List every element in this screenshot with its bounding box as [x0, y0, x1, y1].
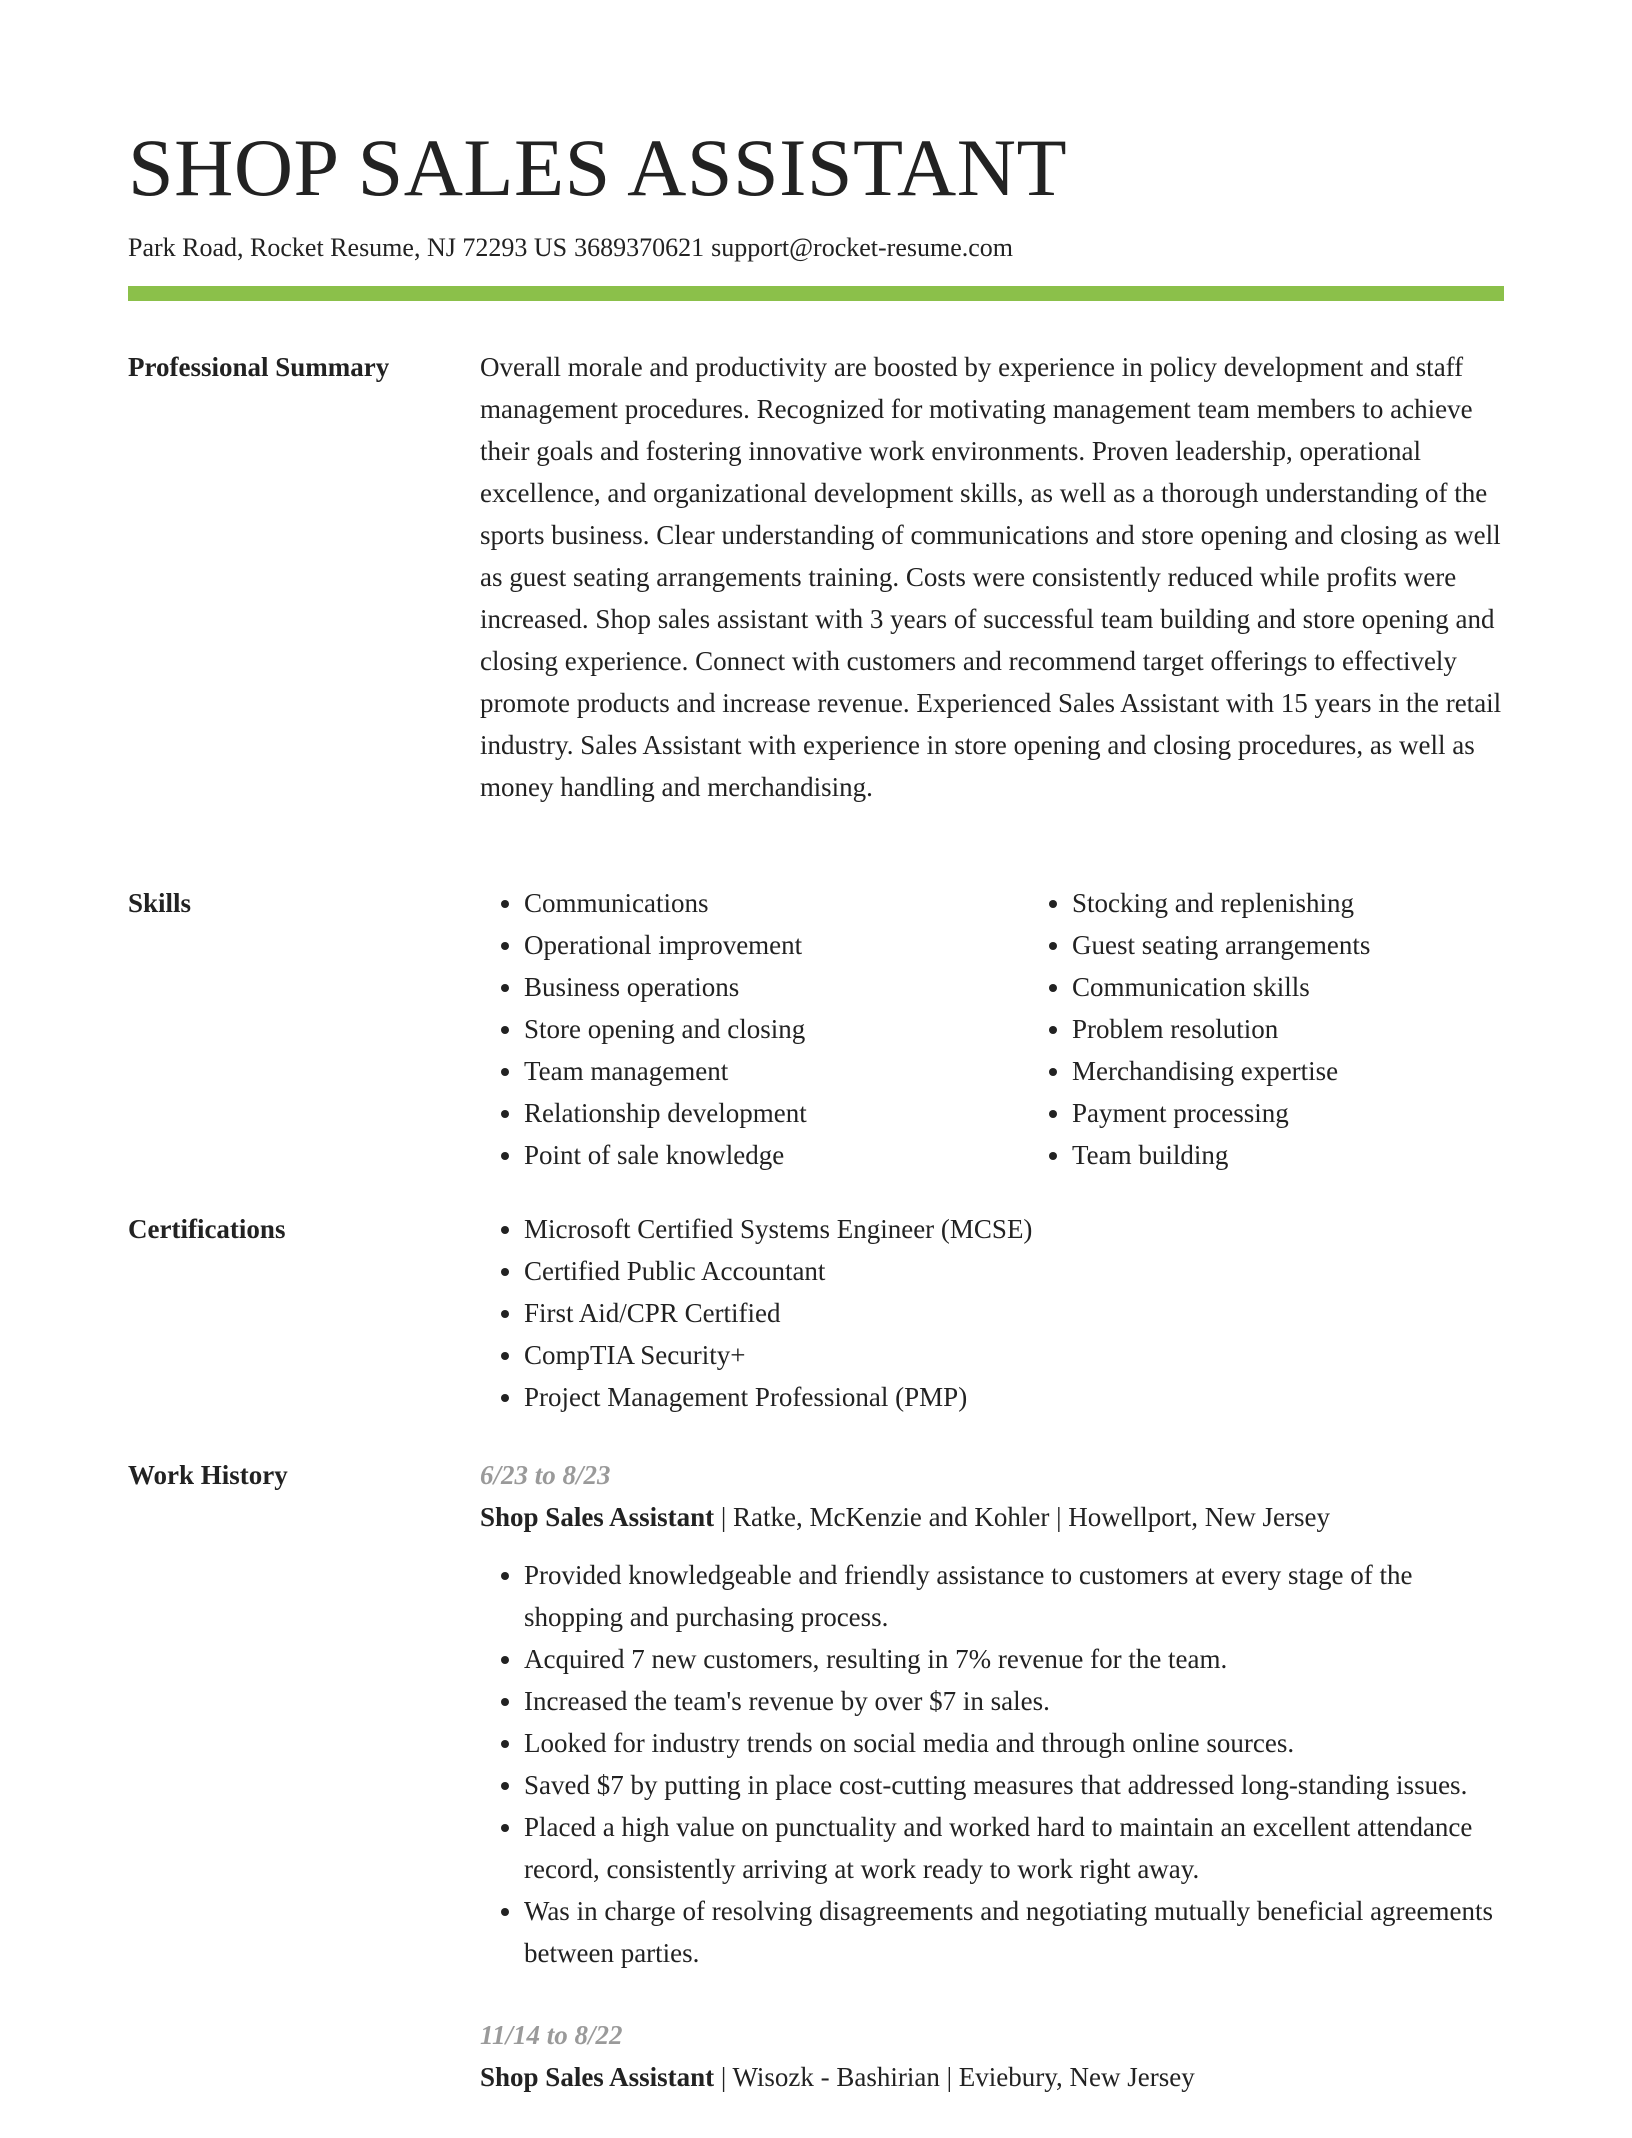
certification-item: • Microsoft Certified Systems Engineer (MCSE) [524, 1208, 1504, 1250]
skill-item: • Communications [524, 882, 984, 924]
skills-heading: Skills [128, 888, 192, 918]
skill-item: • Problem resolution [1072, 1008, 1532, 1050]
skill-item: • Communication skills [1072, 966, 1532, 1008]
skill-item: • Operational improvement [524, 924, 984, 966]
certifications-list [480, 1208, 1504, 1418]
certification-item: • CompTIA Security+ [524, 1334, 1504, 1376]
skill-item: • Guest seating arrangements [1072, 924, 1532, 966]
summary-body [480, 346, 1504, 808]
skill-item: • Business operations [524, 966, 984, 1008]
skill-item: • Point of sale knowledge [524, 1134, 984, 1176]
certification-item: • Certified Public Accountant [524, 1250, 1504, 1292]
skill-item: • Payment processing [1072, 1092, 1532, 1134]
work-history-body [480, 1454, 1504, 2138]
skill-item: • Merchandising expertise [1072, 1050, 1532, 1092]
separator: | [946, 2062, 953, 2092]
certification-item: • Project Management Professional (PMP) [524, 1376, 1504, 1418]
skill-item: • Store opening and closing [524, 1008, 984, 1050]
skills-body [480, 882, 1504, 1176]
certifications-heading: Certifications [128, 1214, 286, 1244]
certifications-body [480, 1208, 1504, 1418]
job-title: Shop Sales Assistant [480, 2062, 715, 2092]
job-heading [480, 2056, 1504, 2098]
contact-address: Park Road, Rocket Resume, NJ 72293 US [128, 233, 568, 262]
job-dates: 11/14 to 8/22 [480, 2020, 623, 2050]
job-entry [480, 2014, 1504, 2098]
skills-list-right [1028, 882, 1532, 1176]
job-company: Wisozk - Bashirian [732, 2062, 940, 2092]
job-entry [480, 1454, 1504, 1974]
skill-item: • Team building [1072, 1134, 1532, 1176]
skill-item: • Stocking and replenishing [1072, 882, 1532, 924]
job-location: Eviebury, New Jersey [958, 2062, 1195, 2092]
job-heading [480, 1496, 1504, 1538]
skills-list-left [480, 882, 984, 1176]
separator: | [1056, 1502, 1062, 1532]
job-bullet: • Saved $7 by putting in place cost-cutting measures that addressed long-standing issues. [524, 1764, 1504, 1806]
resume-title: SHOP SALES ASSISTANT [128, 122, 1068, 213]
job-bullet: • Provided knowledgeable and friendly assistance to customers at every stage of the shopping and purchasing process. [524, 1554, 1504, 1638]
contact-line [128, 230, 1013, 266]
job-bullet: • Increased the team's revenue by over $7 in sales. [524, 1680, 1504, 1722]
summary-text: Overall morale and productivity are boosted by experience in policy development and staff management procedures. Recognized for motivating management team members to achieve their goals and fostering innovative work environments. Proven leadership, operational excellence, and organizational development skills, as well as a thorough understanding of the sports business. Clear understanding of communications and store opening and closing as well as guest seating arrangements training. Costs were consistently reduced while profits were increased. Shop sales assistant with 3 years of successful team building and store opening and closing experience. Connect with customers and recommend target offerings to effectively promote products and increase revenue. Experienced Sales Assistant with 15 years in the retail industry. Sales Assistant with experience in store opening and closing procedures, as well as money handling and merchandising. [480, 352, 1502, 802]
summary-heading: Professional Summary [128, 352, 390, 382]
job-location: Howellport, New Jersey [1068, 1502, 1330, 1532]
job-bullet: • Was in charge of resolving disagreements and negotiating mutually beneficial agreements between parties. [524, 1890, 1504, 1974]
job-bullet: • Looked for industry trends on social media and through online sources. [524, 1722, 1504, 1764]
job-bullet: • Placed a high value on punctuality and worked hard to maintain an excellent attendance record, consistently arriving at work ready to work right away. [524, 1806, 1504, 1890]
work-history-heading: Work History [128, 1460, 288, 1490]
job-title: Shop Sales Assistant [480, 1502, 715, 1532]
header-divider [128, 286, 1504, 301]
job-dates: 6/23 to 8/23 [480, 1460, 611, 1490]
skill-item: • Relationship development [524, 1092, 984, 1134]
skill-item: • Team management [524, 1050, 984, 1092]
separator: | [720, 2062, 727, 2092]
contact-phone: 3689370621 [574, 233, 705, 262]
job-bullet: • Acquired 7 new customers, resulting in 7% revenue for the team. [524, 1638, 1504, 1680]
certification-item: • First Aid/CPR Certified [524, 1292, 1504, 1334]
job-bullets [480, 1554, 1504, 1974]
contact-email: support@rocket-resume.com [711, 233, 1014, 262]
job-company: Ratke, McKenzie and Kohler [733, 1502, 1050, 1532]
separator: | [720, 1502, 727, 1532]
